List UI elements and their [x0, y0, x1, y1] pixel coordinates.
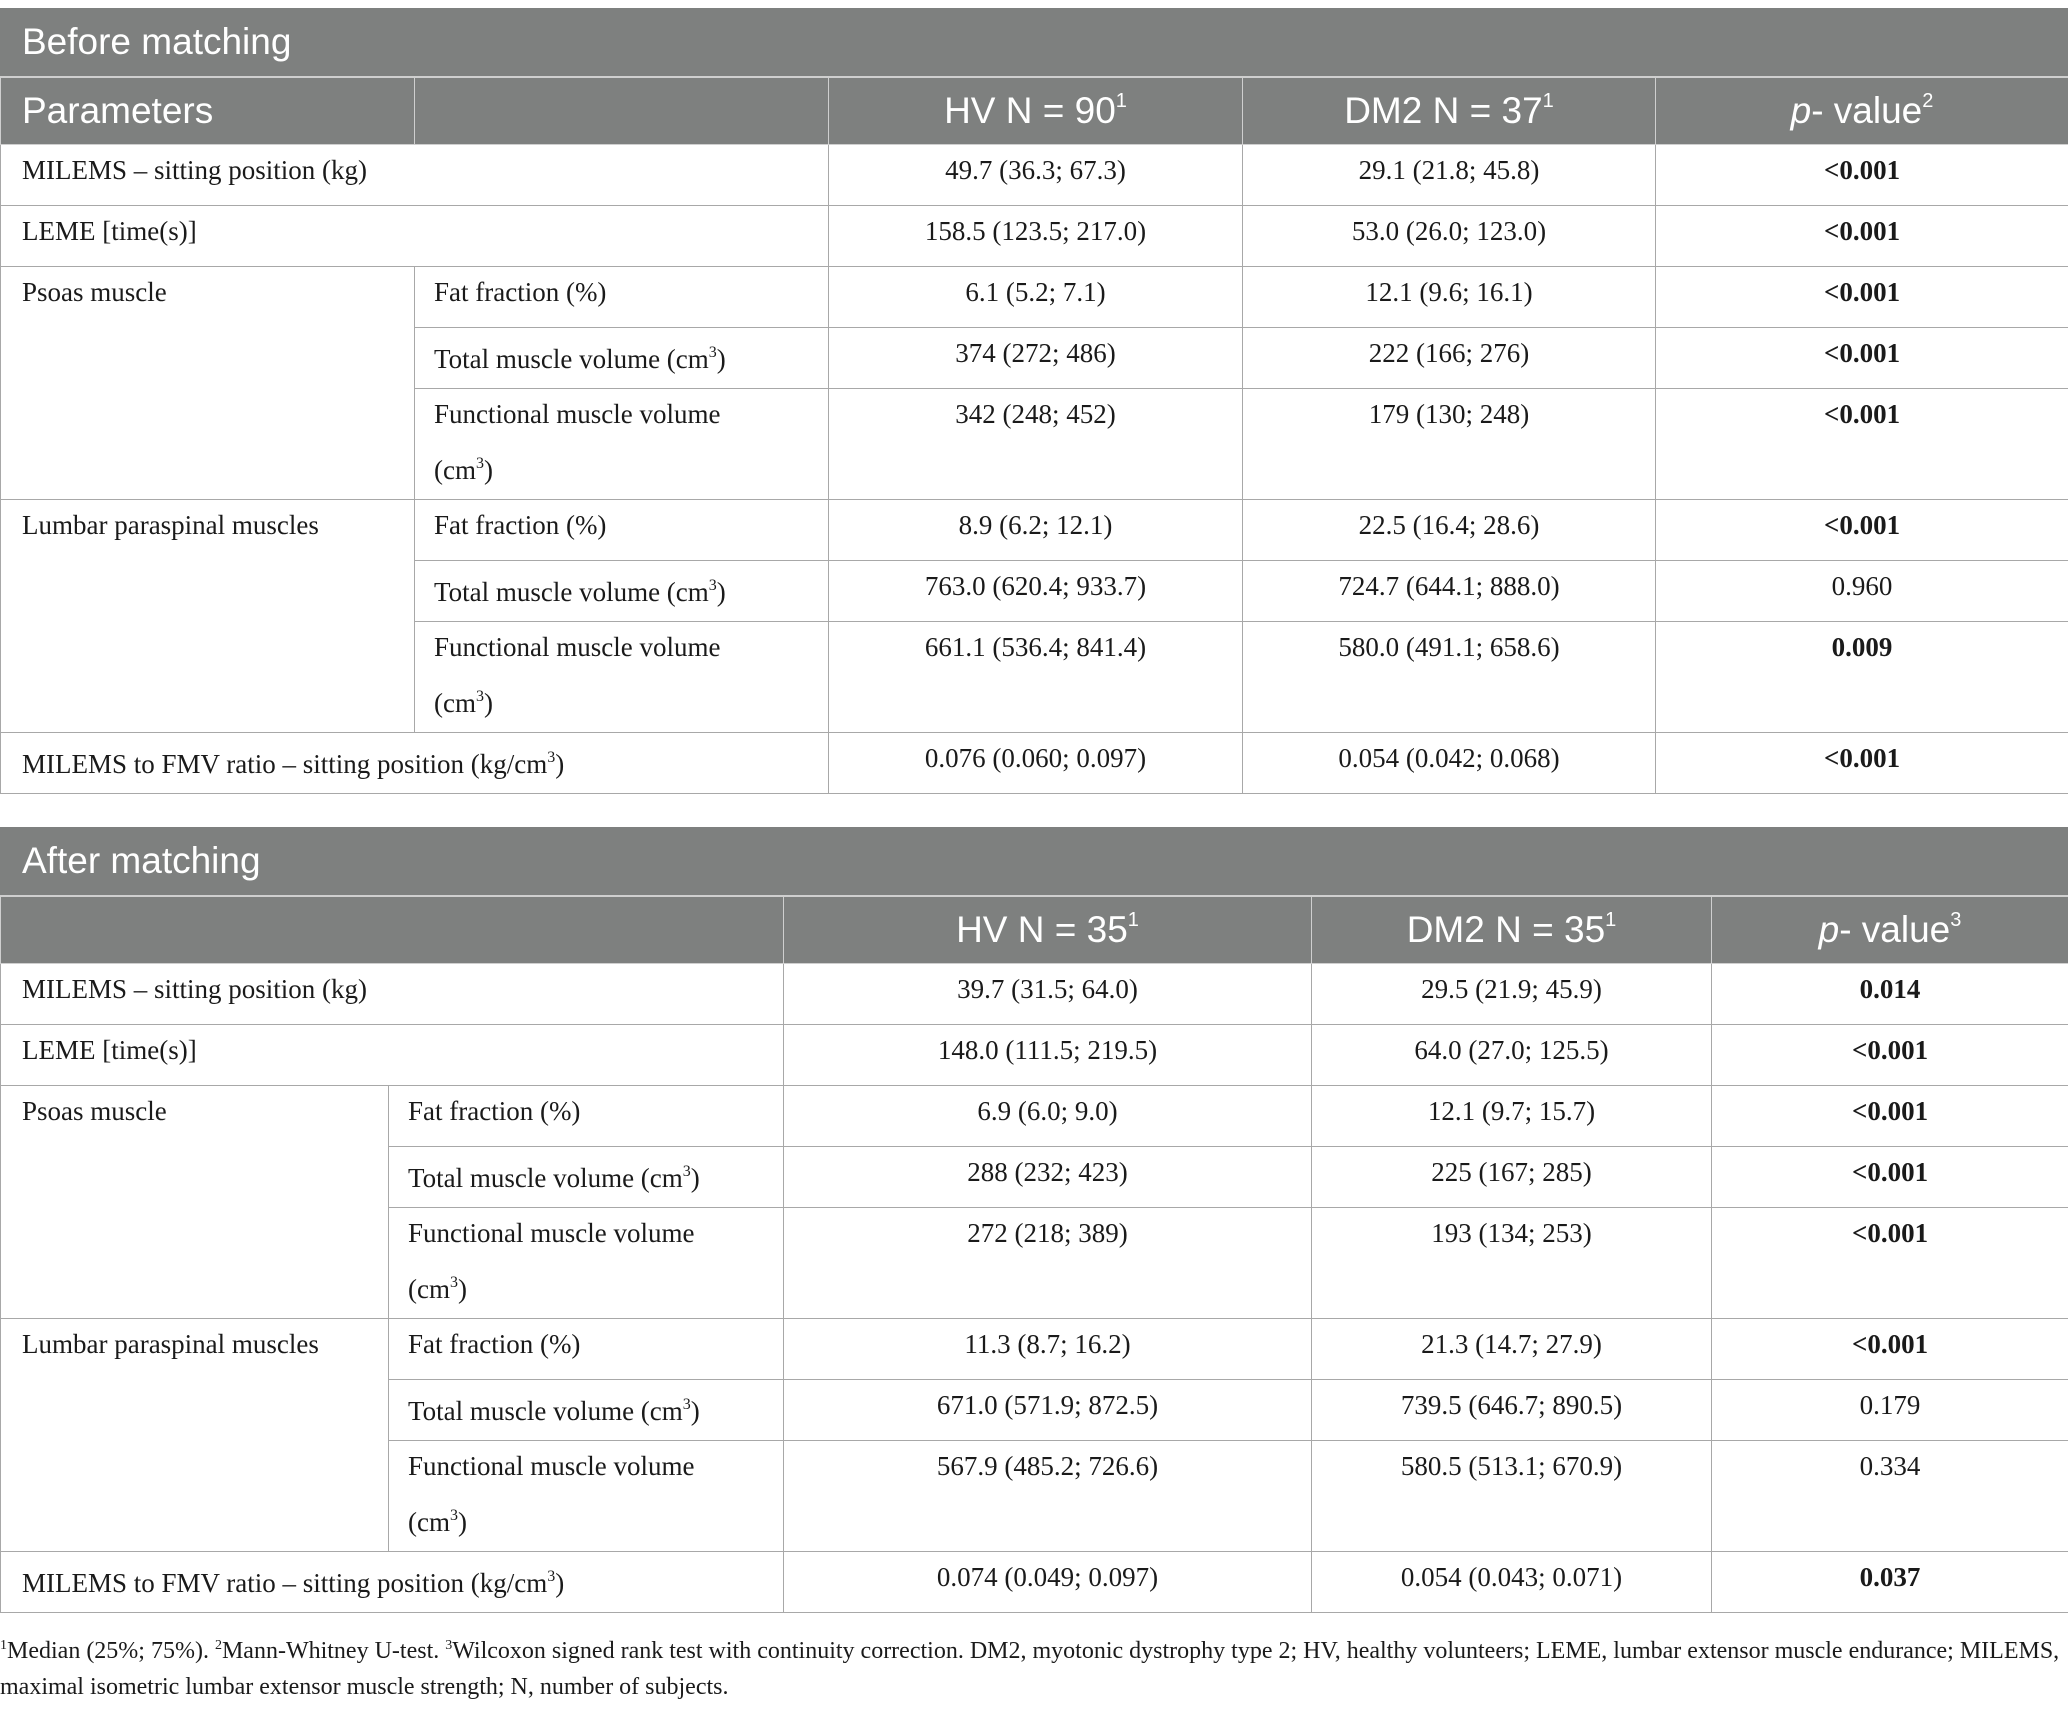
row-label: Fat fraction (%)	[415, 500, 829, 561]
dm2-value: 22.5 (16.4; 28.6)	[1243, 500, 1656, 561]
dm2-value: 12.1 (9.7; 15.7)	[1312, 1086, 1712, 1147]
table-row	[1, 1025, 2068, 1086]
p-value: <0.001	[1656, 267, 2068, 328]
table-row	[1, 1319, 2068, 1380]
header-hv: HV $N = 90^1$	[829, 77, 1243, 145]
row-label: MILEMS to FMV ratio – sitting position $(kg/cm^3)$	[1, 733, 829, 794]
p-value: 0.014	[1712, 964, 2068, 1025]
hv-value: 6.1 (5.2; 7.1)	[829, 267, 1243, 328]
p-value: <0.001	[1656, 733, 2068, 794]
dm2-value: 724.7 (644.1; 888.0)	[1243, 561, 1656, 622]
group-label-psoas: Psoas muscle	[1, 1086, 389, 1319]
hv-value: 374 (272; 486)	[829, 328, 1243, 389]
table-row	[1, 206, 2068, 267]
p-value: <0.001	[1712, 1208, 2068, 1319]
row-label: Total muscle volume $(cm^3)$	[389, 1147, 784, 1208]
before-matching-table	[0, 8, 2068, 794]
table-row	[1, 267, 2068, 328]
header-dm2: DM2 $N = 35^1$	[1312, 896, 1712, 964]
table-row	[1, 1552, 2068, 1613]
hv-value: 49.7 (36.3; 67.3)	[829, 145, 1243, 206]
row-label: LEME [time(s)]	[1, 1025, 784, 1086]
dm2-value: 580.5 (513.1; 670.9)	[1312, 1441, 1712, 1552]
p-value: 0.960	[1656, 561, 2068, 622]
hv-value: 39.7 (31.5; 64.0)	[784, 964, 1312, 1025]
row-label: Total muscle volume $(cm^3)$	[415, 561, 829, 622]
p-value: 0.179	[1712, 1380, 2068, 1441]
after-matching-title: After matching	[1, 828, 2068, 896]
header-blank	[415, 77, 829, 145]
dm2-value: 29.1 (21.8; 45.8)	[1243, 145, 1656, 206]
dm2-value: 64.0 (27.0; 125.5)	[1312, 1025, 1712, 1086]
hv-value: 158.5 (123.5; 217.0)	[829, 206, 1243, 267]
header-hv: HV $N = 35^1$	[784, 896, 1312, 964]
p-value: <0.001	[1712, 1319, 2068, 1380]
row-label: Total muscle volume $(cm^3)$	[389, 1380, 784, 1441]
table-footnote: $^1$Median (25%; 75%). $^2$Mann-Whitney U-test. $^3$Wilcoxon signed rank test with continuity correction. DM2, myotonic dystrophy type 2; HV, healthy volunteers; LEME, lumbar extensor muscle endurance; MILEMS, maximal isometric lumbar extensor muscle strength; N, number of subjects.	[0, 1638, 2060, 1700]
p-value: <0.001	[1712, 1025, 2068, 1086]
group-label-lumbar: Lumbar paraspinal muscles	[1, 1319, 389, 1552]
dm2-value: 0.054 (0.043; 0.071)	[1312, 1552, 1712, 1613]
dm2-value: 53.0 (26.0; 123.0)	[1243, 206, 1656, 267]
p-value: <0.001	[1656, 206, 2068, 267]
table-row	[1, 145, 2068, 206]
before-matching-title: Before matching	[1, 9, 2068, 77]
dm2-value: 21.3 (14.7; 27.9)	[1312, 1319, 1712, 1380]
hv-value: 8.9 (6.2; 12.1)	[829, 500, 1243, 561]
row-label: MILEMS to FMV ratio – sitting position $(kg/cm^3)$	[1, 1552, 784, 1613]
table-row	[1, 1086, 2068, 1147]
table-row	[1, 500, 2068, 561]
dm2-value: 29.5 (21.9; 45.9)	[1312, 964, 1712, 1025]
row-label: Functional muscle volume $(cm^3)$	[415, 389, 829, 500]
header-parameters: Parameters	[1, 77, 415, 145]
row-label: Fat fraction (%)	[389, 1086, 784, 1147]
hv-value: 0.076 (0.060; 0.097)	[829, 733, 1243, 794]
row-label: Functional muscle volume $(cm^3)$	[389, 1441, 784, 1552]
hv-value: 148.0 (111.5; 219.5)	[784, 1025, 1312, 1086]
dm2-value: 0.054 (0.042; 0.068)	[1243, 733, 1656, 794]
header-p-value: p- value$^2$	[1656, 77, 2068, 145]
after-matching-table	[0, 827, 2068, 1613]
header-blank	[1, 896, 784, 964]
dm2-value: 580.0 (491.1; 658.6)	[1243, 622, 1656, 733]
row-label: Fat fraction (%)	[415, 267, 829, 328]
p-value: 0.009	[1656, 622, 2068, 733]
hv-value: 671.0 (571.9; 872.5)	[784, 1380, 1312, 1441]
dm2-value: 12.1 (9.6; 16.1)	[1243, 267, 1656, 328]
row-label: LEME [time(s)]	[1, 206, 829, 267]
hv-value: 288 (232; 423)	[784, 1147, 1312, 1208]
hv-value: 763.0 (620.4; 933.7)	[829, 561, 1243, 622]
row-label: Functional muscle volume $(cm^3)$	[389, 1208, 784, 1319]
dm2-value: 193 (134; 253)	[1312, 1208, 1712, 1319]
row-label: MILEMS – sitting position (kg)	[1, 145, 829, 206]
header-p-value: p- value$^3$	[1712, 896, 2068, 964]
row-label: Fat fraction (%)	[389, 1319, 784, 1380]
row-label: Functional muscle volume $(cm^3)$	[415, 622, 829, 733]
dm2-value: 179 (130; 248)	[1243, 389, 1656, 500]
hv-value: 661.1 (536.4; 841.4)	[829, 622, 1243, 733]
p-value: <0.001	[1712, 1086, 2068, 1147]
row-label: MILEMS – sitting position (kg)	[1, 964, 784, 1025]
table-row	[1, 964, 2068, 1025]
hv-value: 567.9 (485.2; 726.6)	[784, 1441, 1312, 1552]
p-value: <0.001	[1656, 145, 2068, 206]
hv-value: 272 (218; 389)	[784, 1208, 1312, 1319]
dm2-value: 222 (166; 276)	[1243, 328, 1656, 389]
p-value: <0.001	[1656, 389, 2068, 500]
p-value: <0.001	[1712, 1147, 2068, 1208]
p-value: 0.334	[1712, 1441, 2068, 1552]
p-value: 0.037	[1712, 1552, 2068, 1613]
hv-value: 11.3 (8.7; 16.2)	[784, 1319, 1312, 1380]
table-row	[1, 733, 2068, 794]
group-label-psoas: Psoas muscle	[1, 267, 415, 500]
hv-value: 342 (248; 452)	[829, 389, 1243, 500]
dm2-value: 225 (167; 285)	[1312, 1147, 1712, 1208]
header-dm2: DM2 $N = 37^1$	[1243, 77, 1656, 145]
p-value: <0.001	[1656, 500, 2068, 561]
dm2-value: 739.5 (646.7; 890.5)	[1312, 1380, 1712, 1441]
p-value: <0.001	[1656, 328, 2068, 389]
hv-value: 6.9 (6.0; 9.0)	[784, 1086, 1312, 1147]
hv-value: 0.074 (0.049; 0.097)	[784, 1552, 1312, 1613]
group-label-lumbar: Lumbar paraspinal muscles	[1, 500, 415, 733]
row-label: Total muscle volume $(cm^3)$	[415, 328, 829, 389]
